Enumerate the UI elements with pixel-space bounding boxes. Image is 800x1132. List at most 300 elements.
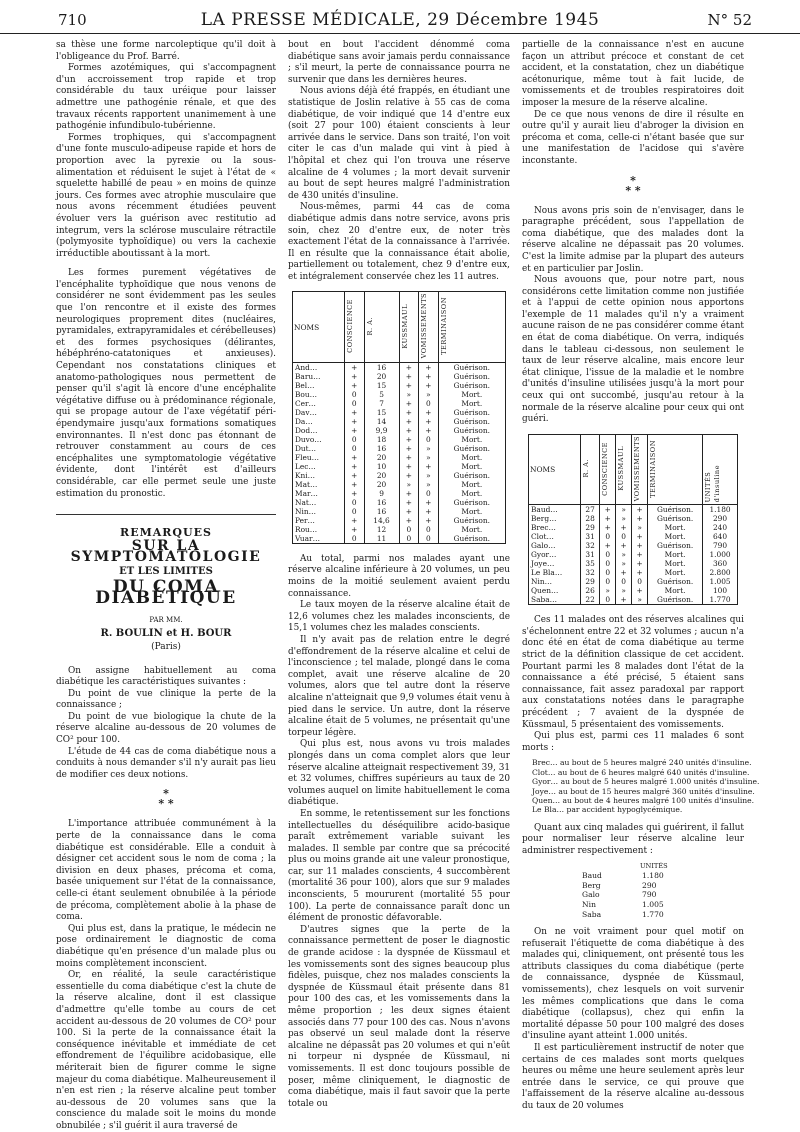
table-cell: 9,9 [364,426,399,435]
table-cell: 240 [703,523,738,532]
table-cell: 11 [364,534,399,544]
table-row [529,577,738,586]
table-cell: Nin… [293,507,345,516]
table-cell: Nin… [529,577,581,586]
table-cell: Da… [293,417,345,426]
table-cell: 0 [616,532,632,541]
table-cell: 7 [364,399,399,408]
table-cell: Baru… [293,372,345,381]
table-row [293,498,506,507]
table-cell: » [419,444,439,453]
paragraph: Or, en réalité, la seule caractéristique essentielle du coma diabétique c'est la chute de la réserve alcaline, dont il est classique d'admettre qu'elle tombe au cours de cet accident au-dessous de 20 volumes de CO² pour 100. Si la perte de la connaissance était la conséquence inévitable et immédiate de cet effondrement de l'équilibre acidobasique, elle mériterait bien de figurer comme le signe majeur du coma diabétique. Malheureusement il n'en est rien ; la réserve alcaline peut tomber au-dessous de 20 volumes sans que la conscience du malade soit le moins du monde obnubilée ; s'il guérit il aura traversé de [56,970,276,1131]
article-kicker: REMARQUES [120,526,212,540]
table-cell: 14 [364,417,399,426]
paragraph: bout en bout l'accident dénommé coma diabétique sans avoir jamais perdu connaissance ; s'il meurt, la perte de connaissance pourra ne survenir que dans les dernières heures. [288,40,510,85]
table-cell: Guérison. [438,516,505,525]
paragraph: Il est particulièrement instructif de noter que certains de ces malades sont morts quelques heures ou même une heure seulement après leur entrée dans le service, ce qui prouve que l'affaissement de la réserve alcaline au-dessous du taux de 20 volumes [522,1043,744,1112]
table-row [293,471,506,480]
table-cell: Mort. [438,399,505,408]
table-header-cell [600,434,616,504]
table-cell: 1.180 [703,505,738,515]
list-item [582,871,744,881]
table-row [293,426,506,435]
table-cell: + [616,541,632,550]
table-row [293,462,506,471]
table-cell: + [345,362,365,372]
table-row [293,381,506,390]
table-cell: 0 [600,532,616,541]
table-cell: Mat… [293,480,345,489]
table-cell: And… [293,362,345,372]
table-cell: Mort. [438,390,505,399]
table-header-label: KUSSMAUL [400,303,409,349]
table-cell: Mort. [438,453,505,462]
table-row [529,586,738,595]
table-cell: 20 [364,480,399,489]
patient-name: Berg [582,880,601,890]
column-left [56,40,276,1131]
table-cell: Guérison. [438,381,505,390]
table-row [293,399,506,408]
list-item [582,881,744,891]
table-cell: 26 [581,586,600,595]
list-item [582,900,744,910]
patient-name: Nin [582,899,596,909]
table-cell: + [632,505,648,515]
page-header [0,0,800,34]
table-row [293,435,506,444]
table-header-label: KUSSMAUL [617,446,626,491]
table-cell: + [419,462,439,471]
table-cell: 0 [345,534,365,544]
table-cell: + [345,480,365,489]
table-row [293,489,506,498]
table-cell: + [419,426,439,435]
table-cell: + [399,426,419,435]
article-title-line: ET LES LIMITES [119,565,213,577]
table-cell: 16 [364,507,399,516]
paragraph: Le taux moyen de la réserve alcaline était de 12,6 volumes chez les malades inconscients, de 15,1 volumes chez les malades conscients. [288,600,510,634]
table-cell: Mort. [438,462,505,471]
table-cell: Guérison. [648,514,703,523]
table-header-label: VOMISSEMENTS [420,293,429,359]
table-cell: 15 [364,381,399,390]
table-cell: Duvo… [293,435,345,444]
table-cell: + [632,550,648,559]
table-cell: Gyor… [529,550,581,559]
table-cell: + [345,408,365,417]
paragraph: partielle de la connaissance n'est en aucune façon un attribut précoce et constant de cet accident, et la constatation, chez un diabétique acétonurique, même tout à fait lucide, de vomissements et de troubles respiratoires doit imposer la mesure de la réserve alcaline. [522,40,744,108]
patient-name: Galo [582,890,600,900]
table-cell: Lec… [293,462,345,471]
table-cell: + [399,417,419,426]
table-row [293,516,506,525]
table-header-label: R. A. [365,316,374,336]
table-cell: Cer… [293,399,345,408]
table-cell: 12 [364,525,399,534]
table-cell: Mort. [438,489,505,498]
insulin-units-list [582,862,744,920]
table-cell: Mort. [438,435,505,444]
table-cell: + [419,362,439,372]
table-cell: Guérison. [438,408,505,417]
paragraph: sa thèse une forme narcoleptique qu'il doit à l'obligeance du Prof. Barré. [56,40,276,62]
paragraph: Formes trophiques, qui s'accompagnent d'une fonte musculo-adipeuse rapide et hors de proportion avec la pyrexie ou la sous-alimentation et réduisent le sujet à l'état de « squelette habillé de peau » en moins de quinze jours. Ces formes avec atrophie musculaire que nous avons récemment étudiées peuvent évoluer vers la guérison avec restitutio ad integrum, vers la sclérose musculaire rétractile (polymyosite typhoïdique) ou vers la cachexie irréductible aboutissant à la mort. [56,132,276,259]
table-cell: + [600,505,616,515]
table-cell: + [399,507,419,516]
table-cell: 0 [600,577,616,586]
table-cell: Mort. [648,523,703,532]
units-value: 1.770 [642,909,664,919]
table-cell: Guérison. [648,505,703,515]
table-cell: » [632,523,648,532]
table-cell: + [345,417,365,426]
table-cell: Baud… [529,505,581,515]
table-row [293,390,506,399]
table-cell: Guérison. [438,534,505,544]
table-header-cell [399,292,419,362]
table-header-cell [419,292,439,362]
table-cell: Guérison. [438,444,505,453]
patient-name: Saba [582,909,602,919]
table-cell: + [616,595,632,605]
table-cell: 0 [600,550,616,559]
table-cell: Guérison. [438,362,505,372]
table-cell: + [616,568,632,577]
patient-name: Baud [582,871,602,881]
table-header-label: CONSCIENCE [601,441,610,496]
table-cell: » [399,480,419,489]
paragraph: De ce que nous venons de dire il résulte en outre qu'il y aurait lieu d'abroger la division en précoma et coma, celle-ci n'étant basée que sur une manifestation de l'acidose qui s'avère inconstante. [522,109,744,166]
table-row [293,534,506,544]
table-cell: Le Bla… [529,568,581,577]
table-consciousness [292,291,506,543]
table-cell: » [616,505,632,515]
paragraph: Du point de vue clinique la perte de la connaissance ; [56,688,276,711]
table-cell: 1.000 [703,550,738,559]
table-cell: + [399,489,419,498]
table-header-cell [703,434,738,504]
table-row [293,417,506,426]
paragraph: Nous avions déjà été frappés, en étudiant une statistique de Joslin relative à 55 cas de coma diabétique, de voir indiqué que 14 d'entre eux (soit 27 pour 100) étaient conscients à leur arrivée dans le service. Dans son traité, l'on voit citer le cas d'un malade qui vint à pied à l'hôpital et chez qui l'on trouva une réserve alcaline de 4 volumes ; la mort devait survenir au bout de sept heures malgré l'administration de 430 unités d'insuline. [288,86,510,201]
table-cell: » [600,586,616,595]
table-cell: 0 [600,568,616,577]
paragraph: L'étude de 44 cas de coma diabétique nous a conduits à nous demander s'il n'y aurait pas lieu de modifier ces deux notions. [56,746,276,780]
table-header-cell [345,292,365,362]
paragraph: Du point de vue biologique la chute de la réserve alcaline au-dessous de 20 volumes de CO² pour 100. [56,711,276,746]
table-cell: 31 [581,550,600,559]
paragraph: Qui plus est, dans la pratique, le médecin ne pose ordinairement le diagnostic de coma diabétique qu'en présence d'un malade plus ou moins complètement inconscient. [56,923,276,969]
list-item: Brec… au bout de 5 heures malgré 240 unités d'insuline. [532,758,752,768]
table-row [529,559,738,568]
table-cell: Guérison. [648,541,703,550]
paragraph: Nous avouons que, pour notre part, nous considérons cette limitation comme non justifiée et à l'appui de cette opinion nous apportons l'exemple de 11 malades qu'il n'y a vraiment aucune raison de ne pas considérer comme étant en état de coma diabétique. On verra, indiqués dans le tableau ci-dessous, non seulement le taux de leur réserve alcaline, mais encore leur état clinique, l'issue de la maladie et le nombre d'unités d'insuline utilisées jusqu'à la mort pour ceux qui ont succombé, jusqu'au retour à la normale de la réserve alcaline pour ceux qui ont guéri. [522,275,744,425]
table-header-cell [364,292,399,362]
table-cell: Saba… [529,595,581,605]
table-header-cell [581,434,600,504]
table-cell: 1.005 [703,577,738,586]
table-cell: + [345,489,365,498]
table-cell: 2.800 [703,568,738,577]
table-cell: » [616,514,632,523]
table-cell: Mort. [438,480,505,489]
table-cell: + [345,471,365,480]
table-cell: Berg… [529,514,581,523]
table-cell: 16 [364,498,399,507]
paragraph: Formes azotémiques, qui s'accompagnent d'un accroissement trop rapide et trop considérable du taux uréique pour laisser admettre une pathogénie rénale, et que des travaux récents rapportent unanimement à une pathogénie infundibulo-tubérienne. [56,63,276,132]
table-cell: 0 [419,534,439,544]
table-cell: Mar… [293,489,345,498]
table-row [293,480,506,489]
table-cell: 35 [581,559,600,568]
table-cell: 0 [399,525,419,534]
article-divider [56,514,276,515]
table-cell: + [632,568,648,577]
table-cell: + [345,453,365,462]
table-cell: 16 [364,444,399,453]
table-row [293,507,506,516]
table-cell: + [632,586,648,595]
table-cell: + [419,408,439,417]
table-cell: 0 [345,390,365,399]
table-cell: + [399,498,419,507]
paragraph: Qui plus est, nous avons vu trois malades plongés dans un coma complet alors que leur réserve alcaline atteignait respectivement 39, 31 et 32 volumes, chiffres supérieurs au taux de 20 volumes auquel on limite habituellement le coma diabétique. [288,739,510,808]
table-cell: Mort. [648,568,703,577]
table-cell: + [600,523,616,532]
table-cell: + [399,435,419,444]
table-row [293,372,506,381]
section-separator: * * * [625,173,641,197]
table-cell: + [632,559,648,568]
table-cell: Nat… [293,498,345,507]
table-cell: + [419,507,439,516]
journal-title: LA PRESSE MÉDICALE, 29 Décembre 1945 [200,10,600,30]
table-cell: 15 [364,408,399,417]
table-cell: Clot… [529,532,581,541]
paragraph: Nous avons pris soin de n'envisager, dans le paragraphe précédent, sous l'appellation de coma diabétique, que des malades dont la réserve alcaline ne dépassait pas 20 volumes. C'est la limite admise par la plupart des auteurs et en particulier par Joslin. [522,205,744,274]
table-cell: + [345,381,365,390]
table-cell: + [419,381,439,390]
table-cell: 0 [600,595,616,605]
table-cell: 0 [632,577,648,586]
table-cell: Bel… [293,381,345,390]
list-item: Joye… au bout de 15 heures malgré 360 unités d'insuline. [532,786,755,796]
table-cell: + [399,516,419,525]
list-item: Clot… au bout de 6 heures malgré 640 unités d'insuline. [532,767,750,777]
table-row [293,362,506,372]
column-middle [288,40,510,1109]
table-cell: + [399,372,419,381]
table-cell: 20 [364,453,399,462]
table-header-label: UNITÉS d'insuline [704,464,722,503]
table-header-label: VOMISSEMENTS [633,435,642,502]
table-row [529,532,738,541]
table-cell: » [616,586,632,595]
table-cell: + [419,417,439,426]
units-value: 290 [642,880,657,890]
table-cell: Joye… [529,559,581,568]
table-cell: Guérison. [648,577,703,586]
table-cell: Dod… [293,426,345,435]
list-item: Le Bla… par accident hypoglycémique. [532,805,683,815]
table-cell: Guérison. [648,595,703,605]
table-cell: Mort. [648,559,703,568]
table-cell: 0 [419,435,439,444]
table-cell: Dut… [293,444,345,453]
paragraph: Les formes purement végétatives de l'encéphalite typhoïdique que nous venons de considérer ne sont évidemment pas les seules que l'on rencontre et il existe des formes neurologiques proprement dites (nucléaires, pyramidales, extrapyramidales et cérébelleuses) et des formes psychosiques (délirantes, hébéphréno-catatoniques et anxieuses). Cependant nos constatations cliniques et anatomo-pathologiques nous permettent de penser qu'il s'agit là encore d'une encéphalite végétative diffuse ou à prédominance régionale, qui se propage autour de l'axe végétatif péri-épendymaire jusqu'aux formations somatiques environnantes. Il n'est donc pas étonnant de retrouver constamment au cours de ces encéphalites une symptomatologie végétative évidente, dont l'intérêt est d'ailleurs considérable, car elle permet seule une juste estimation du pronostic. [56,268,276,499]
article-heading [56,527,276,653]
table-cell: » [616,559,632,568]
table-cell: 0 [616,577,632,586]
list-item [582,890,744,900]
table-header-cell [632,434,648,504]
table-cell: 20 [364,471,399,480]
table-cell: + [345,525,365,534]
table-alkaline-reserve [528,434,738,605]
section-separator: * * * [158,787,174,811]
table-cell: Mort. [438,507,505,516]
table-header-cell: NOMS [529,434,581,504]
table-cell: 0 [345,498,365,507]
table-header-cell [648,434,703,504]
paragraph: On assigne habituellement au coma diabétique les caractéristiques suivantes : [56,665,276,688]
table-cell: Guérison. [438,426,505,435]
table-cell: 32 [581,541,600,550]
table-cell: 29 [581,577,600,586]
table-cell: Guérison. [438,471,505,480]
table-cell: » [419,390,439,399]
table-cell: 22 [581,595,600,605]
table-row [293,453,506,462]
table-cell: Dav… [293,408,345,417]
table-cell: 27 [581,505,600,515]
paragraph: En somme, le retentissement sur les fonctions intellectuelles du déséquilibre acido-basique paraît extrêmement variable suivant les malades. Il semble par contre que sa précocité plus ou moins grande ait une valeur pronostique, car, sur 11 malades conscients, 4 succombèrent (mortalité 36 pour 100), alors que sur 9 malades inconscients, 5 moururent (mortalité 55 pour 100). La perte de connaissance paraît donc un élément de pronostic défavorable. [288,808,510,924]
table-cell: + [399,444,419,453]
list-item: Gyor… au bout de 5 heures malgré 1.000 unités d'insuline. [532,777,760,787]
table-cell: 640 [703,532,738,541]
table-cell: 18 [364,435,399,444]
table-cell: + [616,523,632,532]
paragraph: Ces 11 malades ont des réserves alcalines qui s'échelonnent entre 22 et 32 volumes ; aucun n'a donc été en état de coma diabétique au terme strict de la définition classique de cet accident. Pourtant parmi les 8 malades dont l'état de la connaissance a été précisé, 5 étaient sans connaissance, fait assez paradoxal par rapport aux constatations notées dans le paragraphe précédent ; 7 avaient de la dyspnée de Küssmaul, 5 présentaient des vomissements. [522,615,744,730]
table-cell: Per… [293,516,345,525]
table-cell: Mort. [648,550,703,559]
paragraph: On ne voit vraiment pour quel motif on refuserait l'étiquette de coma diabétique à des malades qui, cliniquement, ont présenté tous les attributs classiques du coma diabétique (perte de connaissance, dyspnée de Küssmaul, vomissements), chez lesquels on voit survenir les mêmes complications que dans le coma diabétique (collapsus), chez qui enfin la mortalité dépasse 50 pour 100 malgré des doses d'insuline ayant atteint 1.000 unités. [522,927,744,1042]
table-cell: 790 [703,541,738,550]
table-cell: Fleu… [293,453,345,462]
table-cell: + [632,532,648,541]
issue-number: N° 52 [707,11,752,29]
table-cell: » [616,550,632,559]
table-header-cell [438,292,505,362]
table-cell: + [399,399,419,408]
table-row [529,541,738,550]
table-cell: 0 [345,435,365,444]
table-row [529,568,738,577]
table-cell: 16 [364,362,399,372]
table-header-label: TERMINAISON [649,439,658,498]
table-cell: + [600,541,616,550]
table-cell: » [419,480,439,489]
page-number: 710 [58,11,87,29]
table-row [529,514,738,523]
table-cell: 10 [364,462,399,471]
table-cell: Rou… [293,525,345,534]
table-cell: 0 [399,534,419,544]
table-cell: » [399,390,419,399]
list-item: Quen… au bout de 4 heures malgré 100 unités d'insuline. [532,795,755,805]
table-cell: 28 [581,514,600,523]
units-value: 1.005 [642,899,664,909]
table-cell: 0 [419,489,439,498]
table-cell: Mort. [648,532,703,541]
table-row [529,550,738,559]
table-cell: 1.770 [703,595,738,605]
units-value: 790 [642,890,657,900]
table-cell: 0 [345,399,365,408]
table-cell: 29 [581,523,600,532]
article-title-main: DU COMA DIABÉTIQUE [95,576,237,609]
table-cell: + [399,381,419,390]
table-cell: + [632,541,648,550]
table-cell: » [419,471,439,480]
table-cell: 20 [364,372,399,381]
paragraph: Au total, parmi nos malades ayant une réserve alcaline inférieure à 20 volumes, un peu moins de la moitié seulement avaient perdu connaissance. [288,553,510,599]
table-cell: Quen… [529,586,581,595]
table-cell: 0 [419,525,439,534]
table-cell: 14,6 [364,516,399,525]
table-cell: + [345,372,365,381]
table-cell: 5 [364,390,399,399]
table-cell: 0 [345,507,365,516]
table-cell: 0 [419,399,439,408]
paragraph: Il n'y avait pas de relation entre le degré d'effondrement de la réserve alcaline et celui de l'inconscience ; tel malade, plongé dans le coma complet, avait une réserve alcaline de 20 volumes, alors que tel autre dont la réserve alcaline n'atteignait que 9,9 volumes était venu à pied dans le service. Un autre, dont la réserve alcaline était de 5 volumes, ne présentait qu'une torpeur légère. [288,635,510,738]
table-cell: + [345,516,365,525]
table-cell: + [345,426,365,435]
article-city: (Paris) [151,641,181,652]
table-cell: + [399,453,419,462]
table-cell: Galo… [529,541,581,550]
table-row [529,595,738,605]
table-cell: + [399,408,419,417]
table-header-cell [616,434,632,504]
table-row [293,444,506,453]
table-cell: + [399,471,419,480]
table-cell: Brec… [529,523,581,532]
table-cell: 100 [703,586,738,595]
table-cell: + [419,498,439,507]
table-cell: + [419,372,439,381]
table-cell: 0 [600,559,616,568]
table-header-cell: NOMS [293,292,345,362]
table-cell: 9 [364,489,399,498]
table-row [293,408,506,417]
table-cell: Guérison. [438,372,505,381]
article-authors: R. BOULIN et H. BOUR [100,628,232,640]
list-item [582,910,744,920]
table-cell: + [399,362,419,372]
table-cell: 0 [345,444,365,453]
table-cell: 32 [581,568,600,577]
paragraph: D'autres signes que la perte de la connaissance permettent de poser le diagnostic de grande acidose : la dyspnée de Küssmaul et les vomissements sont des signes beaucoup plus fidèles, puisque, chez nos malades conscients la dyspnée de Küssmaul était présente dans 81 pour 100 des cas, et les vomissements dans la même proportion ; les deux signes étaient associés dans 77 pour 100 des cas. Nous n'avons pas observé un seul malade dont la réserve alcaline ne dépassât pas 20 volumes et qui n'eût ni torpeur ni dyspnée de Küssmaul, ni vomissements. Il est donc toujours possible de poser, même cliniquement, le diagnostic de coma diabétique, mais il faut savoir que la perte totale ou [288,924,510,1109]
table-cell: Guérison. [438,498,505,507]
table-cell: 360 [703,559,738,568]
units-value: 1.180 [642,871,664,881]
table-cell: + [345,462,365,471]
paragraph: Nous-mêmes, parmi 44 cas de coma diabétique admis dans notre service, avons pris soin, chez 20 d'entre eux, de noter très exactement l'état de la connaissance à l'arrivée. Il en résulte que la connaissance était abolie, partiellement ou totalement, chez 9 d'entre eux, et intégralement conservée chez les 11 autres. [288,202,510,282]
table-cell: + [600,514,616,523]
table-row [529,505,738,515]
table-cell: + [399,462,419,471]
